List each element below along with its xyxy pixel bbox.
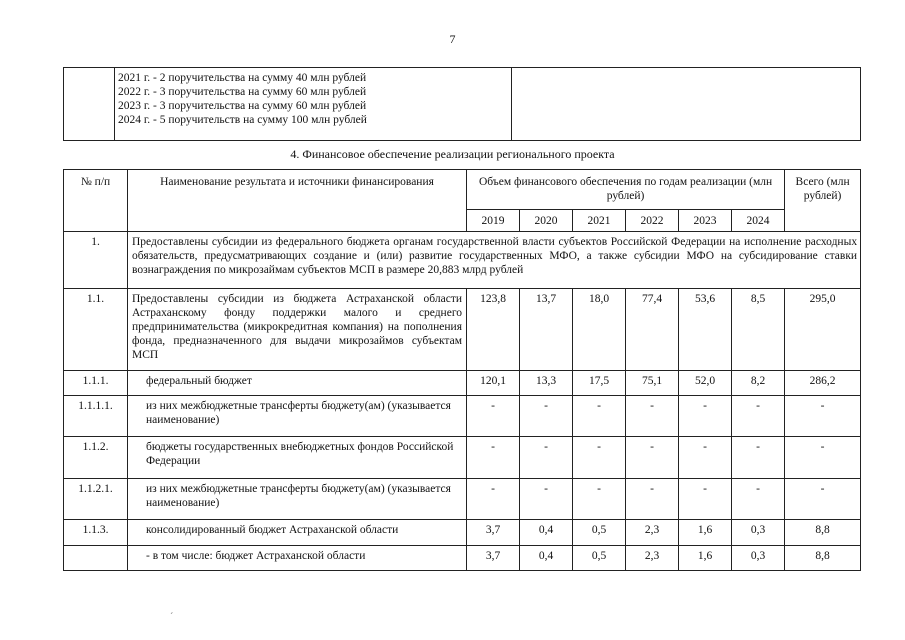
table-row	[64, 396, 861, 437]
row-name: Предоставлены субсидии из бюджета Астраханской области Астраханскому фонду поддержки малого и среднего предпринимательства (микрокредитная компания) на пополнения фонда, предназначенного для выдачи микрозаймов субъектам МСП	[128, 289, 467, 371]
row-total: 8,8	[785, 546, 861, 571]
header-num: № п/п	[64, 170, 128, 232]
header-year: 2024	[732, 210, 785, 232]
row-value: 17,5	[573, 371, 626, 396]
row-index: 1.1.3.	[64, 520, 128, 546]
row-value: 77,4	[626, 289, 679, 371]
row-value: 18,0	[573, 289, 626, 371]
scan-artifact: ˊ	[170, 612, 174, 623]
row-value: 123,8	[467, 289, 520, 371]
row-total: 295,0	[785, 289, 861, 371]
row-name: федеральный бюджет	[128, 371, 467, 396]
row-value: 8,5	[732, 289, 785, 371]
row-value: 0,4	[520, 520, 573, 546]
row-value: -	[626, 437, 679, 479]
finance-table	[63, 169, 861, 571]
row-value: -	[626, 479, 679, 520]
row-value: 1,6	[679, 546, 732, 571]
header-year: 2022	[626, 210, 679, 232]
row-value: -	[679, 479, 732, 520]
row-value: 0,5	[573, 520, 626, 546]
row-value: 0,4	[520, 546, 573, 571]
row-total: -	[785, 437, 861, 479]
page-number: 7	[449, 32, 456, 46]
row-value: -	[467, 396, 520, 437]
table-row	[64, 437, 861, 479]
row-name: из них межбюджетные трансферты бюджету(ам) (указывается наименование)	[128, 479, 467, 520]
row-total: 8,8	[785, 520, 861, 546]
row-index: 1.1.	[64, 289, 128, 371]
row-value: 2,3	[626, 546, 679, 571]
row-value: 0,3	[732, 546, 785, 571]
row-name: из них межбюджетные трансферты бюджету(ам) (указывается наименование)	[128, 396, 467, 437]
header-year: 2019	[467, 210, 520, 232]
row-total: -	[785, 479, 861, 520]
row-value: 2,3	[626, 520, 679, 546]
row-total: -	[785, 396, 861, 437]
row-value: -	[467, 437, 520, 479]
guarantee-line: 2023 г. - 3 поручительства на сумму 60 млн рублей	[118, 100, 367, 112]
guarantee-line: 2022 г. - 3 поручительства на сумму 60 млн рублей	[118, 86, 367, 98]
row-value: -	[520, 396, 573, 437]
row-value: 3,7	[467, 546, 520, 571]
row-value: 52,0	[679, 371, 732, 396]
row-value: -	[626, 396, 679, 437]
row-value: 13,7	[520, 289, 573, 371]
continuation-empty-cell	[64, 68, 115, 141]
row-value: -	[573, 479, 626, 520]
row-value: -	[679, 396, 732, 437]
row-value: -	[679, 437, 732, 479]
continuation-empty-cell	[512, 68, 861, 141]
row-index: 1.1.2.	[64, 437, 128, 479]
row-value: 120,1	[467, 371, 520, 396]
row-total: 286,2	[785, 371, 861, 396]
row-index: 1.	[64, 232, 128, 289]
row-value: 1,6	[679, 520, 732, 546]
row-index: 1.1.2.1.	[64, 479, 128, 520]
table-row	[64, 479, 861, 520]
continuation-table	[63, 67, 861, 141]
row-name: - в том числе: бюджет Астраханской области	[128, 546, 467, 571]
table-row	[64, 371, 861, 396]
row-value: -	[732, 396, 785, 437]
row-index	[64, 546, 128, 571]
header-year: 2023	[679, 210, 732, 232]
row-index: 1.1.1.1.	[64, 396, 128, 437]
table-row	[64, 546, 861, 571]
row-value: 75,1	[626, 371, 679, 396]
header-volume: Объем финансового обеспечения по годам реализации (млн рублей)	[467, 170, 785, 210]
row-value: 13,3	[520, 371, 573, 396]
row-value: -	[520, 479, 573, 520]
row-value: 0,5	[573, 546, 626, 571]
row-value: 0,3	[732, 520, 785, 546]
row-name: бюджеты государственных внебюджетных фондов Российской Федерации	[128, 437, 467, 479]
row-value: 8,2	[732, 371, 785, 396]
row-value: 53,6	[679, 289, 732, 371]
table-row	[64, 289, 861, 371]
row-value: -	[467, 479, 520, 520]
result-description: Предоставлены субсидии из федерального бюджета органам государственной власти субъектов Российской Федерации на исполнение расходных обязательств, предусматривающих создание и (или) развитие государственных МФО, а также субсидии МФО на субсидирование ставки вознаграждения по микрозаймам субъектов МСП в размере 20,883 млрд рублей	[128, 232, 861, 289]
row-value: 3,7	[467, 520, 520, 546]
header-total: Всего (млн рублей)	[785, 170, 861, 232]
guarantees-cell	[115, 68, 512, 141]
row-value: -	[732, 437, 785, 479]
row-value: -	[573, 396, 626, 437]
row-value: -	[732, 479, 785, 520]
row-index: 1.1.1.	[64, 371, 128, 396]
row-value: -	[573, 437, 626, 479]
guarantee-line: 2021 г. - 2 поручительства на сумму 40 млн рублей	[118, 72, 367, 84]
row-name: консолидированный бюджет Астраханской области	[128, 520, 467, 546]
header-year: 2021	[573, 210, 626, 232]
section-title: 4. Финансовое обеспечение реализации регионального проекта	[290, 147, 615, 161]
header-year: 2020	[520, 210, 573, 232]
guarantee-line: 2024 г. - 5 поручительств на сумму 100 млн рублей	[118, 114, 367, 126]
row-value: -	[520, 437, 573, 479]
header-name: Наименование результата и источники финансирования	[128, 170, 467, 232]
table-row	[64, 520, 861, 546]
